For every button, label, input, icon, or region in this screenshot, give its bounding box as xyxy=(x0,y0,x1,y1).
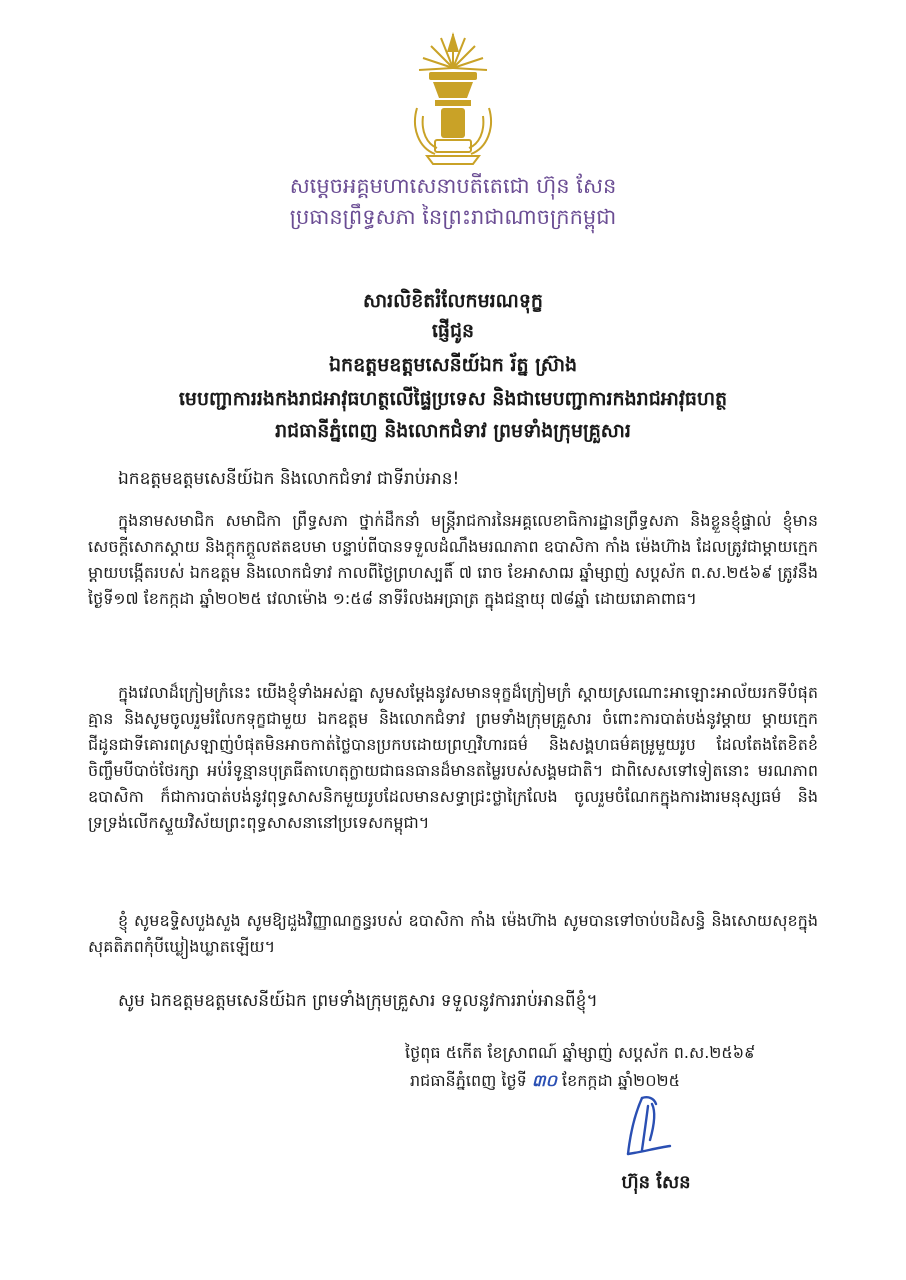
sender-title: សម្តេចអគ្គមហាសេនាបតីតេជោ ហ៊ុន សែន xyxy=(289,174,617,198)
lunar-date: ថ្ងៃពុធ ៥កើត ខែស្រាពណ៍ ឆ្នាំម្សាញ់ សប្តស័ក ព.ស.២៥៦៩ xyxy=(405,1043,756,1062)
recipient-family: រាជធានីភ្នំពេញ និងលោកជំទាវ ព្រមទាំងក្រុមគ្រួសារ xyxy=(275,420,631,442)
body-paragraph-2: ក្នុងវេលាដ៏ក្រៀមក្រំនេះ យើងខ្ញុំទាំងអស់គ្នា សូមសម្តែងនូវសមានទុក្ខដ៏ក្រៀមក្រំ ស្តាយស្រណោះអាឡោះអាល័យរកទីបំផុតគ្មាន និងសូមចូលរួមរំលែកទុក្ខជាមួយ ឯកឧត្តម និងលោកជំទាវ ព្រមទាំងក្រុមគ្រួសារ ចំពោះការបាត់បង់នូវម្តាយ ម្តាយក្មេក ជីដូនជាទីគោរពស្រឡាញ់បំផុតមិនអាចកាត់ថ្លៃបានប្រកបដោយព្រហ្មវិហារធម៌ និងសង្គហធម៌គម្រូមួយរូប ដែលតែងតែខិតខំចិញ្ចឹមបីបាច់ថែរក្សា អប់រំទូន្មានបុត្រធីតាហេតុក្លាយជាធនធានដ៏មានតម្លៃរបស់សង្គមជាតិ។ ជាពិសេសទៅទៀតនោះ មរណភាព ឧបាសិកា ក៏ជាការបាត់បង់នូវពុទ្ធសាសនិកមួយរូបដែលមានសទ្ធាជ្រះថ្លាក្រៃលែង ចូលរួមចំណែកក្នុងការងារមនុស្សធម៌ និងទ្រទ្រង់លើកស្ទួយវិស័យព្រះពុទ្ធសាសនានៅប្រទេសកម្ពុជា។ xyxy=(88,683,818,832)
recipient-position: មេបញ្ជាការរងកងរាជអាវុធហត្ថលើផ្ទៃប្រទេស និងជាមេបញ្ជាការកងរាជអាវុធហត្ថ xyxy=(178,388,728,410)
body-paragraph-3: ខ្ញុំ សូមឧទ្ទិសបួងសួង សូមឱ្យដួងវិញ្ញាណក្ខន្ធរបស់ ឧបាសិកា កាំង ម៉េងហ៊ាង សូមបានទៅចាប់បដិសន្ធិ និងសោយសុខក្នុងសុគតិភពកុំបីឃ្លៀងឃ្លាតឡើយ។ xyxy=(88,911,818,956)
month-year: ខែកក្កដា ឆ្នាំ២០២៥ xyxy=(562,1071,680,1090)
signature-icon xyxy=(612,1092,682,1164)
place-date-prefix: រាជធានីភ្នំពេញ ថ្ងៃទី xyxy=(410,1071,527,1090)
sender-position: ប្រធានព្រឹទ្ធសភា នៃព្រះរាជាណាចក្រកម្ពុជា xyxy=(289,205,617,229)
recipient-name: ឯកឧត្តមឧត្តមសេនីយ៍ឯក រ័ត្ន ស្រ៊ាង xyxy=(328,354,578,376)
body-paragraph-1: ក្នុងនាមសមាជិក សមាជិកា ព្រឹទ្ធសភា ថ្នាក់ដឹកនាំ មន្ត្រីរាជការនៃអគ្គលេខាធិការដ្ឋានព្រឹទ្ធសភា និងខ្លួនខ្ញុំផ្ទាល់ ខ្ញុំមានសេចក្តីសោកស្តាយ និងក្តុកក្តួលឥតឧបមា បន្ទាប់ពីបានទទួលដំណឹងមរណភាព ឧបាសិកា កាំង ម៉េងហ៊ាង ដែលត្រូវជាម្តាយក្មេក ម្តាយបង្កើតរបស់ ឯកឧត្តម និងលោកជំទាវ កាលពីថ្ងៃព្រហស្បតិ៍ ៧ រោច ខែអាសាឍ ឆ្នាំម្សាញ់ សប្តស័ក ព.ស.២៥៦៩ ត្រូវនឹងថ្ងៃទី១៧ ខែកក្កដា ឆ្នាំ២០២៥ វេលាម៉ោង ១:៥៨ នាទីរំលងអធ្រាត្រ ក្នុងជន្មាយុ ៧៨ឆ្នាំ ដោយរោគាពាធ។ xyxy=(88,511,818,608)
signatory-name: ហ៊ុន សែន xyxy=(621,1172,691,1193)
closing-line: សូម ឯកឧត្តមឧត្តមសេនីយ៍ឯក ព្រមទាំងក្រុមគ្រួសារ ទទួលនូវការរាប់អានពីខ្ញុំ។ xyxy=(118,991,598,1011)
sent-to-label: ផ្ញើជូន xyxy=(431,320,475,342)
salutation: ឯកឧត្តមឧត្តមសេនីយ៍ឯក និងលោកជំទាវ ជាទីរាប់អាន! xyxy=(118,469,460,489)
letter-title: សារលិខិតរំលែកមរណទុក្ខ xyxy=(363,290,543,312)
senate-emblem-icon xyxy=(407,28,499,168)
place-date xyxy=(410,1068,850,1094)
handwritten-day: ៣០ xyxy=(531,1071,557,1090)
